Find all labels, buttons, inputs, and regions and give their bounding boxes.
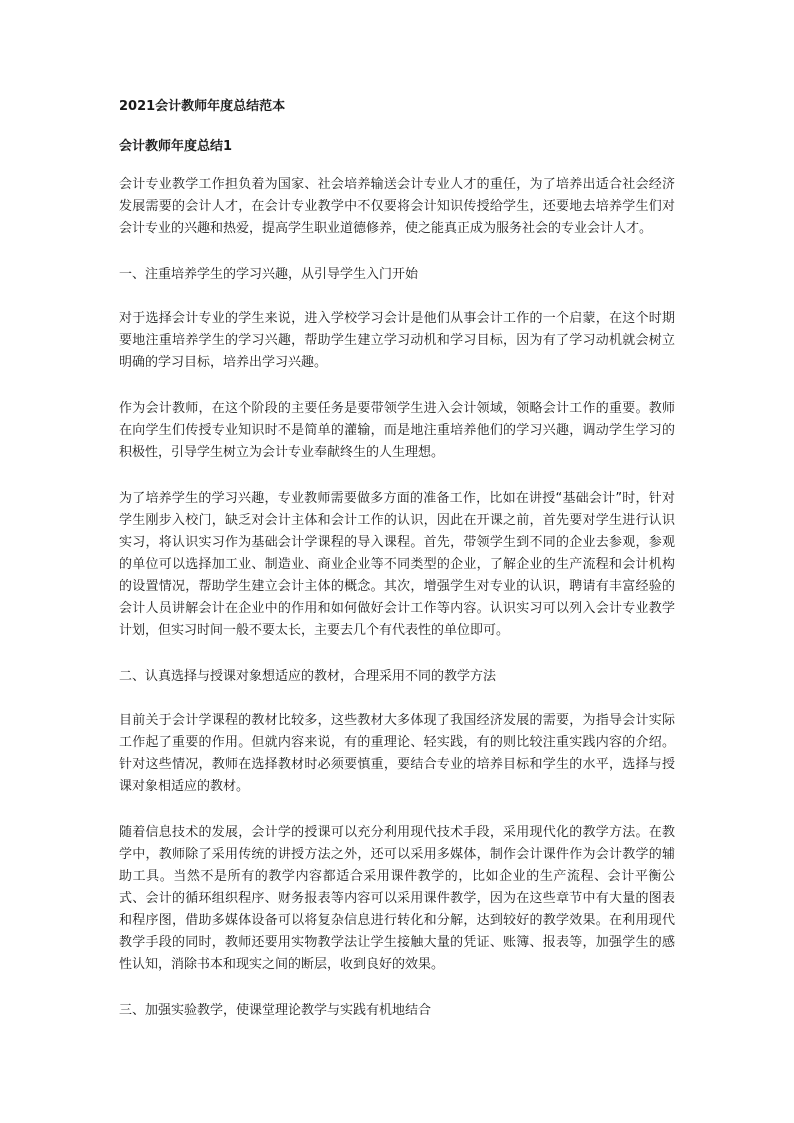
section-1-heading: 一、注重培养学生的学习兴趣，从引导学生入门开始 [119, 267, 419, 282]
intro-paragraph: 会计专业教学工作担负着为国家、社会培养输送会计专业人才的重任，为了培养出适合社会经济发展需要的会计人才，在会计专业教学中不仅要将会计知识传授给学生，还要地去培养学生们对会计专业的兴趣和热爱，提高学生职业道德修养，使之能真正成为服务社会的专业会计人才。 [119, 177, 675, 236]
document-page [119, 96, 675, 1044]
document-title: 2021会计教师年度总结范本 [119, 99, 286, 114]
section-1-paragraph-1: 对于选择会计专业的学生来说，进入学校学习会计是他们从事会计工作的一个启蒙，在这个时期要地注重培养学生的学习兴趣，帮助学生建立学习动机和学习目标，因为有了学习动机就会树立明确的学习目标，培养出学习兴趣。 [119, 311, 675, 370]
section-1-paragraph-2: 作为会计教师，在这个阶段的主要任务是要带领学生进入会计领域，领略会计工作的重要。教师在向学生们传授专业知识时不是简单的灌输，而是地注重培养他们的学习兴趣，调动学生学习的积极性，引导学生树立为会计专业奉献终生的人生理想。 [119, 401, 675, 460]
document-subtitle: 会计教师年度总结1 [119, 139, 233, 154]
section-2-paragraph-2: 随着信息技术的发展，会计学的授课可以充分利用现代技术手段，采用现代化的教学方法。在教学中，教师除了采用传统的讲授方法之外，还可以采用多媒体，制作会计课件作为会计教学的辅助工具。当然不是所有的教学内容都适合采用课件教学的，比如企业的生产流程、会计平衡公式、会计的循环组织程序、财务报表等内容可以采用课件教学，因为在这些章节中有大量的图表和程序图，借助多媒体设备可以将复杂信息进行转化和分解，达到较好的教学效果。在利用现代教学手段的同时，教师还要用实物教学法让学生接触大量的凭证、账簿、报表等，加强学生的感性认知，消除书本和现实之间的断层，收到良好的效果。 [119, 825, 675, 972]
section-2-heading: 二、认真选择与授课对象想适应的教材，合理采用不同的教学方法 [119, 669, 497, 684]
section-1-paragraph-3: 为了培养学生的学习兴趣，专业教师需要做多方面的准备工作，比如在讲授“基础会计”时，针对学生刚步入校门，缺乏对会计主体和会计工作的认识，因此在开课之前，首先要对学生进行认识实习，将认识实习作为基础会计学课程的导入课程。首先，带领学生到不同的企业去参观，参观的单位可以选择加工业、制造业、商业企业等不同类型的企业，了解企业的生产流程和会计机构的设置情况，帮助学生建立会计主体的概念。其次，增强学生对专业的认识，聘请有丰富经验的会计人员讲解会计在企业中的作用和如何做好会计工作等内容。认识实习可以列入会计专业教学计划，但实习时间一般不要太长，主要去几个有代表性的单位即可。 [119, 491, 675, 638]
section-2-paragraph-1: 目前关于会计学课程的教材比较多，这些教材大多体现了我国经济发展的需要，为指导会计实际工作起了重要的作用。但就内容来说，有的重理论、轻实践，有的则比较注重实践内容的介绍。针对这些情况，教师在选择教材时必须要慎重，要结合专业的培养目标和学生的水平，选择与授课对象相适应的教材。 [119, 713, 675, 794]
section-3-heading: 三、加强实验教学，使课堂理论教学与实践有机地结合 [119, 1003, 432, 1018]
